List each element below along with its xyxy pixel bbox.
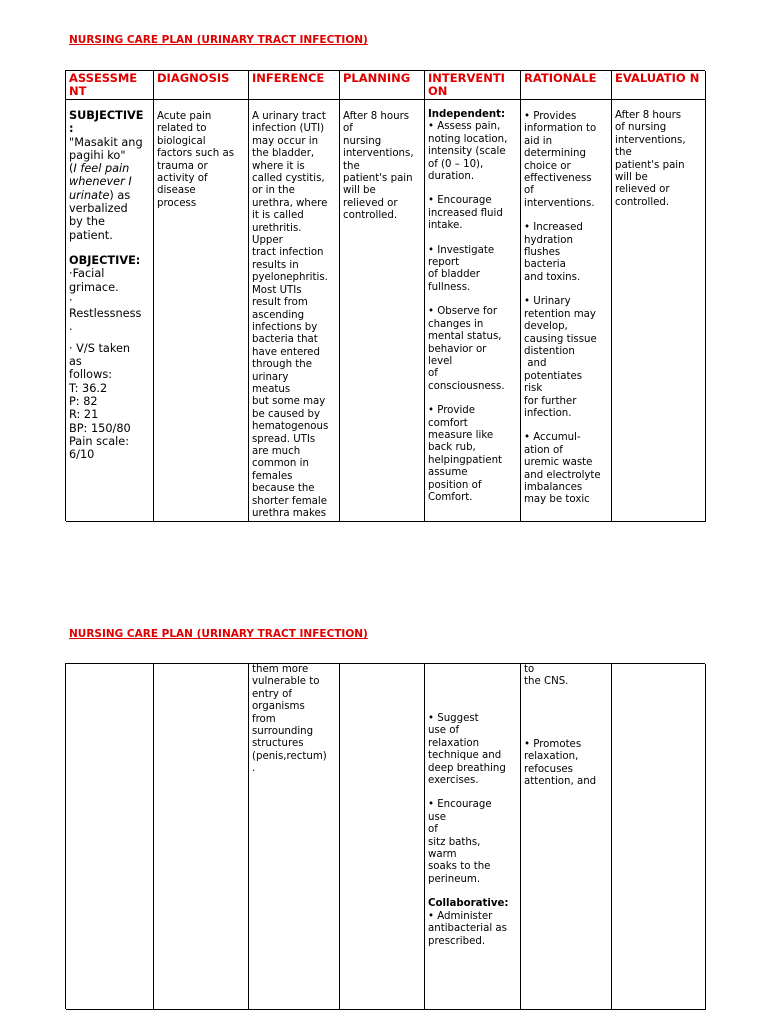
pain-scale-label: Pain scale: bbox=[69, 434, 130, 448]
rationale-line: flushes bbox=[524, 247, 561, 259]
planning-line: controlled. bbox=[343, 210, 398, 222]
rationale-line: interventions. bbox=[524, 197, 595, 209]
evaluation-line: controlled. bbox=[615, 196, 670, 208]
inference-line: spread. UTIs bbox=[252, 433, 316, 445]
planning-cell bbox=[340, 100, 425, 522]
page-title: NURSING CARE PLAN (URINARY TRACT INFECTION) bbox=[69, 34, 368, 46]
evaluation-line: the bbox=[615, 147, 632, 159]
inference-line: surrounding bbox=[252, 726, 314, 738]
inference-line: because the bbox=[252, 483, 315, 495]
inference-line: result from bbox=[252, 297, 308, 309]
planning-line: of bbox=[343, 123, 353, 135]
inference-line: urinary bbox=[252, 371, 289, 383]
rationale-line: bacteria bbox=[524, 259, 566, 271]
evaluation-cell bbox=[612, 100, 706, 522]
rationale-line: • Increased bbox=[524, 222, 583, 234]
intervention-line: back rub, bbox=[428, 442, 476, 454]
inference-line: meatus bbox=[252, 383, 291, 395]
header-diagnosis: DIAGNOSIS bbox=[154, 71, 249, 100]
vital-blood-pressure: BP: 150/80 bbox=[69, 421, 131, 435]
intervention-line: level bbox=[428, 355, 453, 367]
evaluation-line: relieved or bbox=[615, 184, 670, 196]
evaluation-line: After 8 hours bbox=[615, 110, 682, 121]
diagnosis-line: activity of bbox=[157, 173, 208, 185]
intervention-line: measure like bbox=[428, 429, 494, 441]
diagnosis-line: Acute pain bbox=[157, 111, 212, 122]
rationale-line: risk bbox=[524, 383, 543, 395]
rationale-line: for further bbox=[524, 395, 577, 407]
rationale-line: causing tissue bbox=[524, 333, 597, 345]
planning-line: the bbox=[343, 160, 360, 172]
intervention-line: consciousness. bbox=[428, 380, 505, 392]
header-inference: INFERENCE bbox=[249, 71, 340, 100]
rationale-line: • Provides bbox=[524, 111, 577, 122]
rationale-line: • Accumul- bbox=[524, 432, 581, 444]
inference-line: . bbox=[252, 763, 256, 775]
rationale-cell bbox=[521, 664, 612, 1010]
inference-line: structures bbox=[252, 738, 304, 750]
vital-pulse: P: 82 bbox=[69, 394, 98, 408]
assessment-line bbox=[69, 162, 150, 175]
header-evaluation: EVALUATIO N bbox=[612, 71, 706, 100]
inference-line: organisms bbox=[252, 701, 305, 713]
intervention-line: warm bbox=[428, 849, 457, 861]
inference-line: them more bbox=[252, 664, 309, 675]
assessment-line: · V/S taken bbox=[69, 341, 131, 355]
assessment-cell bbox=[66, 664, 154, 1010]
rationale-line: choice or bbox=[524, 160, 571, 172]
inference-cell bbox=[249, 100, 340, 522]
intervention-line: duration. bbox=[428, 171, 475, 183]
intervention-line: • Encourage bbox=[428, 195, 492, 207]
assessment-line: follows: bbox=[69, 368, 113, 382]
inference-line: where it is bbox=[252, 160, 305, 172]
intervention-line: soaks to the bbox=[428, 861, 491, 873]
intervention-line: intensity (scale bbox=[428, 146, 506, 158]
vital-temperature: T: 36.2 bbox=[69, 381, 108, 395]
inference-line: shorter female bbox=[252, 495, 327, 507]
rationale-line: • Urinary bbox=[524, 296, 571, 308]
rationale-line: • Promotes bbox=[524, 738, 582, 750]
intervention-line: fullness. bbox=[428, 281, 471, 293]
intervention-line: prescribed. bbox=[428, 935, 486, 947]
intervention-line: deep breathing bbox=[428, 762, 506, 774]
intervention-line: use bbox=[428, 811, 447, 823]
planning-cell bbox=[340, 664, 425, 1010]
diagnosis-line: disease bbox=[157, 185, 196, 197]
intervention-line: • Suggest bbox=[428, 713, 479, 724]
rationale-line: uremic waste bbox=[524, 457, 593, 469]
inference-line: bacteria that bbox=[252, 334, 318, 346]
rationale-line: and toxins. bbox=[524, 271, 581, 283]
header-assessment: ASSESSME NT bbox=[66, 71, 154, 100]
inference-line: hematogenous bbox=[252, 421, 329, 433]
assessment-line bbox=[69, 189, 150, 202]
intervention-line: of bbox=[428, 824, 438, 836]
inference-line: tract infection bbox=[252, 247, 324, 259]
inference-line: ascending bbox=[252, 309, 305, 321]
vital-respiration: R: 21 bbox=[69, 408, 99, 422]
subjective-colon: : bbox=[69, 122, 74, 136]
inference-line: females bbox=[252, 470, 293, 482]
diagnosis-cell bbox=[154, 100, 249, 522]
inference-line: but some may bbox=[252, 396, 326, 408]
rationale-line: distention bbox=[524, 345, 575, 357]
diagnosis-line: biological bbox=[157, 135, 206, 147]
rationale-line: determining bbox=[524, 148, 586, 160]
assessment-line: "Masakit ang bbox=[69, 135, 143, 149]
rationale-line: effectiveness bbox=[524, 173, 592, 185]
planning-line: relieved or bbox=[343, 197, 398, 209]
inference-line: vulnerable to bbox=[252, 676, 320, 688]
subjective-label: SUBJECTIVE bbox=[69, 109, 144, 122]
translation-text: urinate bbox=[69, 188, 110, 202]
diagnosis-line: trauma or bbox=[157, 160, 208, 172]
intervention-line: noting location, bbox=[428, 133, 508, 145]
rationale-line: infection. bbox=[524, 407, 572, 419]
inference-line: it is called bbox=[252, 210, 304, 222]
care-plan-table bbox=[65, 70, 705, 521]
rationale-line: attention, and bbox=[524, 776, 597, 788]
translation-text: I feel pain bbox=[73, 162, 130, 176]
assessment-line: patient. bbox=[69, 228, 113, 242]
intervention-line: intake. bbox=[428, 220, 463, 232]
intervention-line: assume bbox=[428, 467, 468, 479]
translation-rest: ) as bbox=[109, 188, 131, 202]
planning-line: After 8 hours bbox=[343, 111, 410, 122]
header-intervention: INTERVENTI ON bbox=[425, 71, 521, 100]
inference-line: have entered bbox=[252, 346, 320, 358]
rationale-line: imbalances bbox=[524, 481, 583, 493]
intervention-line: exercises. bbox=[428, 775, 479, 787]
inference-line: results in bbox=[252, 259, 299, 271]
inference-line: Most UTIs bbox=[252, 284, 302, 296]
inference-line: infection (UTI) bbox=[252, 123, 325, 135]
inference-line: urethra, where bbox=[252, 197, 328, 209]
rationale-line: relaxation, bbox=[524, 751, 579, 763]
inference-line: infections by bbox=[252, 321, 318, 333]
header-rationale: RATIONALE bbox=[521, 71, 612, 100]
rationale-line: and electrolyte bbox=[524, 469, 601, 481]
intervention-line: increased fluid bbox=[428, 207, 503, 219]
assessment-line: . bbox=[69, 320, 73, 334]
intervention-line: of bbox=[428, 368, 438, 380]
intervention-line: technique and bbox=[428, 750, 502, 762]
inference-line: A urinary tract bbox=[252, 111, 326, 122]
assessment-line: by the bbox=[69, 215, 105, 229]
inference-line: from bbox=[252, 713, 276, 725]
rationale-line: to bbox=[524, 664, 535, 675]
paren: ( bbox=[69, 162, 74, 176]
intervention-cell bbox=[425, 100, 521, 522]
page-title: NURSING CARE PLAN (URINARY TRACT INFECTION) bbox=[69, 628, 368, 640]
rationale-line: refocuses bbox=[524, 763, 573, 775]
rationale-line: develop, bbox=[524, 321, 568, 333]
collaborative-label: Collaborative: bbox=[428, 898, 509, 910]
assessment-line: verbalized bbox=[69, 202, 128, 216]
intervention-line: antibacterial as bbox=[428, 923, 507, 935]
intervention-line: • Provide bbox=[428, 405, 476, 417]
rationale-line: hydration bbox=[524, 234, 573, 246]
rationale-line: retention may bbox=[524, 308, 596, 320]
evaluation-cell bbox=[612, 664, 706, 1010]
care-plan-table-continued bbox=[65, 663, 705, 1009]
evaluation-line: interventions, bbox=[615, 134, 686, 146]
rationale-line: of bbox=[524, 185, 534, 197]
pain-scale-value: 6/10 bbox=[69, 448, 95, 462]
translation-text: whenever I bbox=[69, 175, 132, 189]
diagnosis-cell bbox=[154, 664, 249, 1010]
inference-line: through the bbox=[252, 359, 312, 371]
intervention-line: • Encourage bbox=[428, 799, 492, 811]
inference-line: urethritis. bbox=[252, 222, 302, 234]
intervention-line: use of bbox=[428, 725, 460, 737]
independent-label: Independent: bbox=[428, 109, 506, 120]
intervention-line: mental status, bbox=[428, 331, 502, 343]
evaluation-line: will be bbox=[615, 172, 648, 184]
planning-line: patient's pain bbox=[343, 173, 413, 185]
diagnosis-line: factors such as bbox=[157, 148, 235, 160]
assessment-line: as bbox=[69, 355, 82, 369]
intervention-line: • Administer bbox=[428, 910, 493, 922]
evaluation-line: patient's pain bbox=[615, 159, 685, 171]
intervention-line: sitz baths, bbox=[428, 836, 481, 848]
planning-line: nursing bbox=[343, 135, 382, 147]
intervention-cell bbox=[425, 664, 521, 1010]
assessment-line: · bbox=[69, 293, 73, 307]
rationale-line: potentiates bbox=[524, 370, 583, 382]
intervention-line: perineum. bbox=[428, 873, 481, 885]
diagnosis-line: related to bbox=[157, 123, 207, 135]
inference-line: called cystitis, bbox=[252, 173, 325, 185]
planning-line: interventions, bbox=[343, 148, 414, 160]
assessment-line: Restlessness bbox=[69, 307, 142, 321]
inference-line: pyelonephritis. bbox=[252, 272, 328, 284]
inference-line: entry of bbox=[252, 688, 292, 700]
rationale-line: information to bbox=[524, 123, 597, 135]
inference-line: the bladder, bbox=[252, 148, 315, 160]
intervention-line: • Investigate bbox=[428, 244, 495, 256]
assessment-line: grimace. bbox=[69, 280, 119, 294]
inference-line: Upper bbox=[252, 235, 283, 247]
inference-cell bbox=[249, 664, 340, 1010]
inference-line: may occur in bbox=[252, 135, 319, 147]
assessment-line: ·Facial bbox=[69, 267, 105, 281]
intervention-line: Comfort. bbox=[428, 491, 473, 503]
evaluation-line: of nursing bbox=[615, 122, 667, 134]
rationale-line: and bbox=[524, 358, 547, 370]
inference-line: are much bbox=[252, 445, 301, 457]
intervention-line: helpingpatient bbox=[428, 454, 503, 466]
rationale-line: the CNS. bbox=[524, 676, 569, 688]
inference-line: be caused by bbox=[252, 408, 321, 420]
intervention-line: of bladder bbox=[428, 269, 480, 281]
rationale-line: ation of bbox=[524, 444, 563, 456]
assessment-cell bbox=[66, 100, 154, 522]
rationale-line: may be toxic bbox=[524, 494, 590, 506]
intervention-line: • Assess pain, bbox=[428, 121, 501, 133]
inference-line: urethra makes bbox=[252, 508, 327, 519]
rationale-line: aid in bbox=[524, 135, 553, 147]
inference-line: or in the bbox=[252, 185, 295, 197]
inference-line: common in bbox=[252, 458, 309, 470]
objective-label: OBJECTIVE: bbox=[69, 253, 141, 267]
inference-line: (penis,rectum) bbox=[252, 750, 327, 762]
intervention-line: relaxation bbox=[428, 737, 480, 749]
intervention-line: comfort bbox=[428, 417, 468, 429]
diagnosis-line: process bbox=[157, 197, 197, 209]
intervention-line: changes in bbox=[428, 318, 484, 330]
intervention-line: • Observe for bbox=[428, 306, 498, 318]
rationale-cell bbox=[521, 100, 612, 522]
intervention-line: of (0 – 10), bbox=[428, 158, 484, 170]
intervention-line: report bbox=[428, 257, 460, 269]
intervention-line: behavior or bbox=[428, 343, 487, 355]
header-planning: PLANNING bbox=[340, 71, 425, 100]
intervention-line: position of bbox=[428, 479, 482, 491]
assessment-line: pagihi ko" bbox=[69, 148, 126, 162]
planning-line: will be bbox=[343, 185, 376, 197]
